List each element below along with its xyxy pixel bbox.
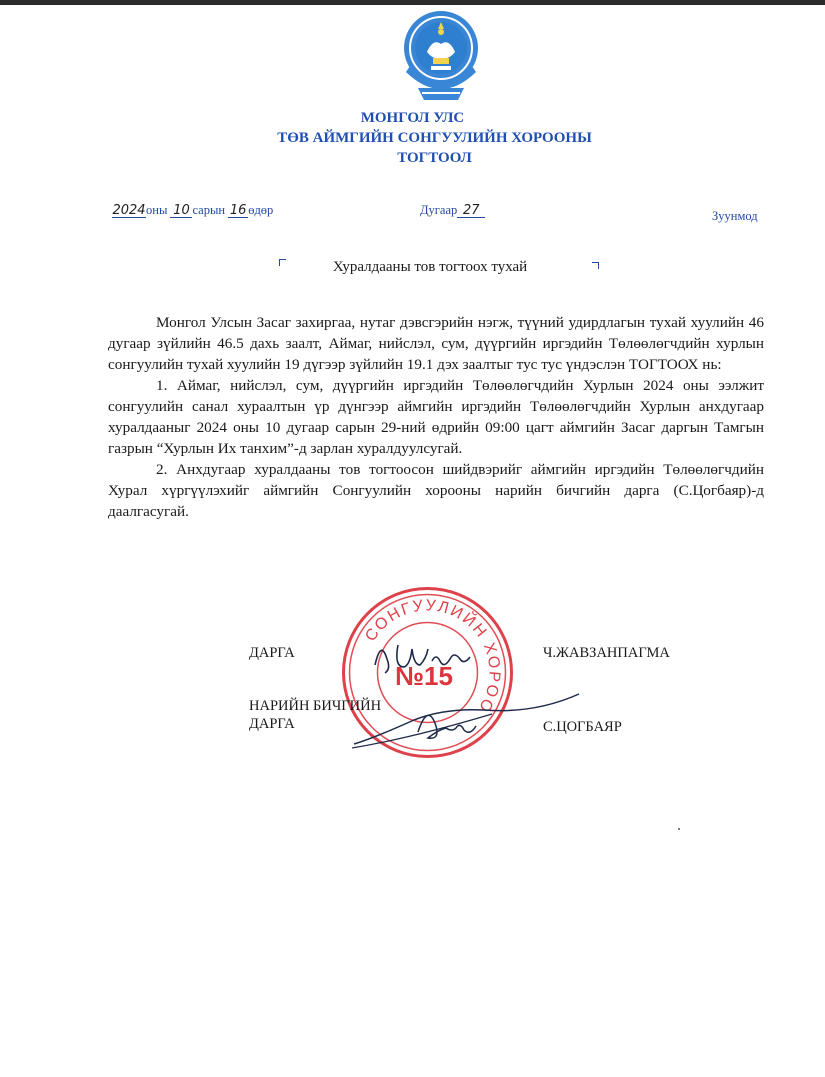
chair-name: Ч.ЖАВЗАНПАГМА bbox=[543, 645, 670, 661]
secretary-title-line1: НАРИЙН БИЧГИЙН bbox=[249, 698, 382, 714]
secretary-title-line2: ДАРГА bbox=[249, 716, 295, 732]
number-line bbox=[420, 203, 485, 218]
country-title: МОНГОЛ УЛС bbox=[360, 110, 465, 126]
day-value: 16 bbox=[229, 203, 247, 218]
preamble-paragraph: Монгол Улсын Засаг захиргаа, нутаг дэвсгэрийн нэгж, түүний удирдлагын тухай хуулийн 46 дугаар зүйлийн 46.5 дахь заалт, Аймаг, нийслэл, сум, дүүргийн иргэдийн Төлөөлөгчдийн хурлын сонгуулийн тухай хуулийн 19 дүгээр зүйлийн 19.1 дэх заалтыг тус тус үндэслэн ТОГТООХ нь: bbox=[108, 314, 764, 373]
place: Зуунмод bbox=[712, 209, 758, 223]
date-line bbox=[112, 203, 273, 218]
state-emblem-icon bbox=[400, 8, 482, 106]
stamp-ring-text: СОНГУУЛИЙН ХОРОО bbox=[362, 597, 503, 717]
resolution-body bbox=[108, 312, 764, 522]
month-value: 10 bbox=[170, 205, 192, 218]
scan-speck bbox=[678, 828, 680, 830]
secretary-name: С.ЦОГБАЯР bbox=[543, 719, 622, 735]
chair-signature bbox=[370, 635, 480, 675]
document-type: ТОГТООЛ bbox=[397, 150, 472, 166]
resolution-item-1: 1. Аймаг, нийслэл, сум, дүүргийн иргэдийн Төлөөлөгчдийн Хурлын 2024 оны ээлжит сонгуулийн санал хураалтын үр дүнгээр аймгийн иргэдийн Төлөөлөгчдийн Хурлын анхдугаар хуралдааныг 2024 оны 10 дугаар сарын 29-ний өдрийн 09:00 цагт аймгийн Засаг даргын Тамгын газрын “Хурлын Их танхим”-д зарлан хуралдуулсугай. bbox=[108, 377, 764, 457]
chair-title: ДАРГА bbox=[249, 645, 295, 661]
year-suffix: оны bbox=[146, 203, 168, 217]
subject-title: Хуралдааны тов тогтоох тухай bbox=[332, 259, 528, 275]
number-label: Дугаар bbox=[420, 203, 458, 217]
day-suffix: өдөр bbox=[248, 203, 274, 217]
scan-top-edge bbox=[0, 0, 825, 5]
month-suffix: сарын bbox=[192, 203, 226, 217]
stamp-number: №15 bbox=[395, 661, 453, 691]
year-value: 2024 bbox=[112, 203, 146, 218]
resolution-item-2: 2. Анхдугаар хуралдааны тов тогтоосон шийдвэрийг аймгийн иргэдийн Төлөөлөгчдийн Хурал хүргүүлэхийг аймгийн Сонгуулийн хорооны нарийн бичгийн дарга (С.Цогбаяр)-д даалгасугай. bbox=[108, 461, 764, 520]
number-value: 27 bbox=[457, 205, 485, 218]
organization-title: ТӨВ АЙМГИЙН СОНГУУЛИЙН ХОРООНЫ bbox=[277, 130, 592, 146]
